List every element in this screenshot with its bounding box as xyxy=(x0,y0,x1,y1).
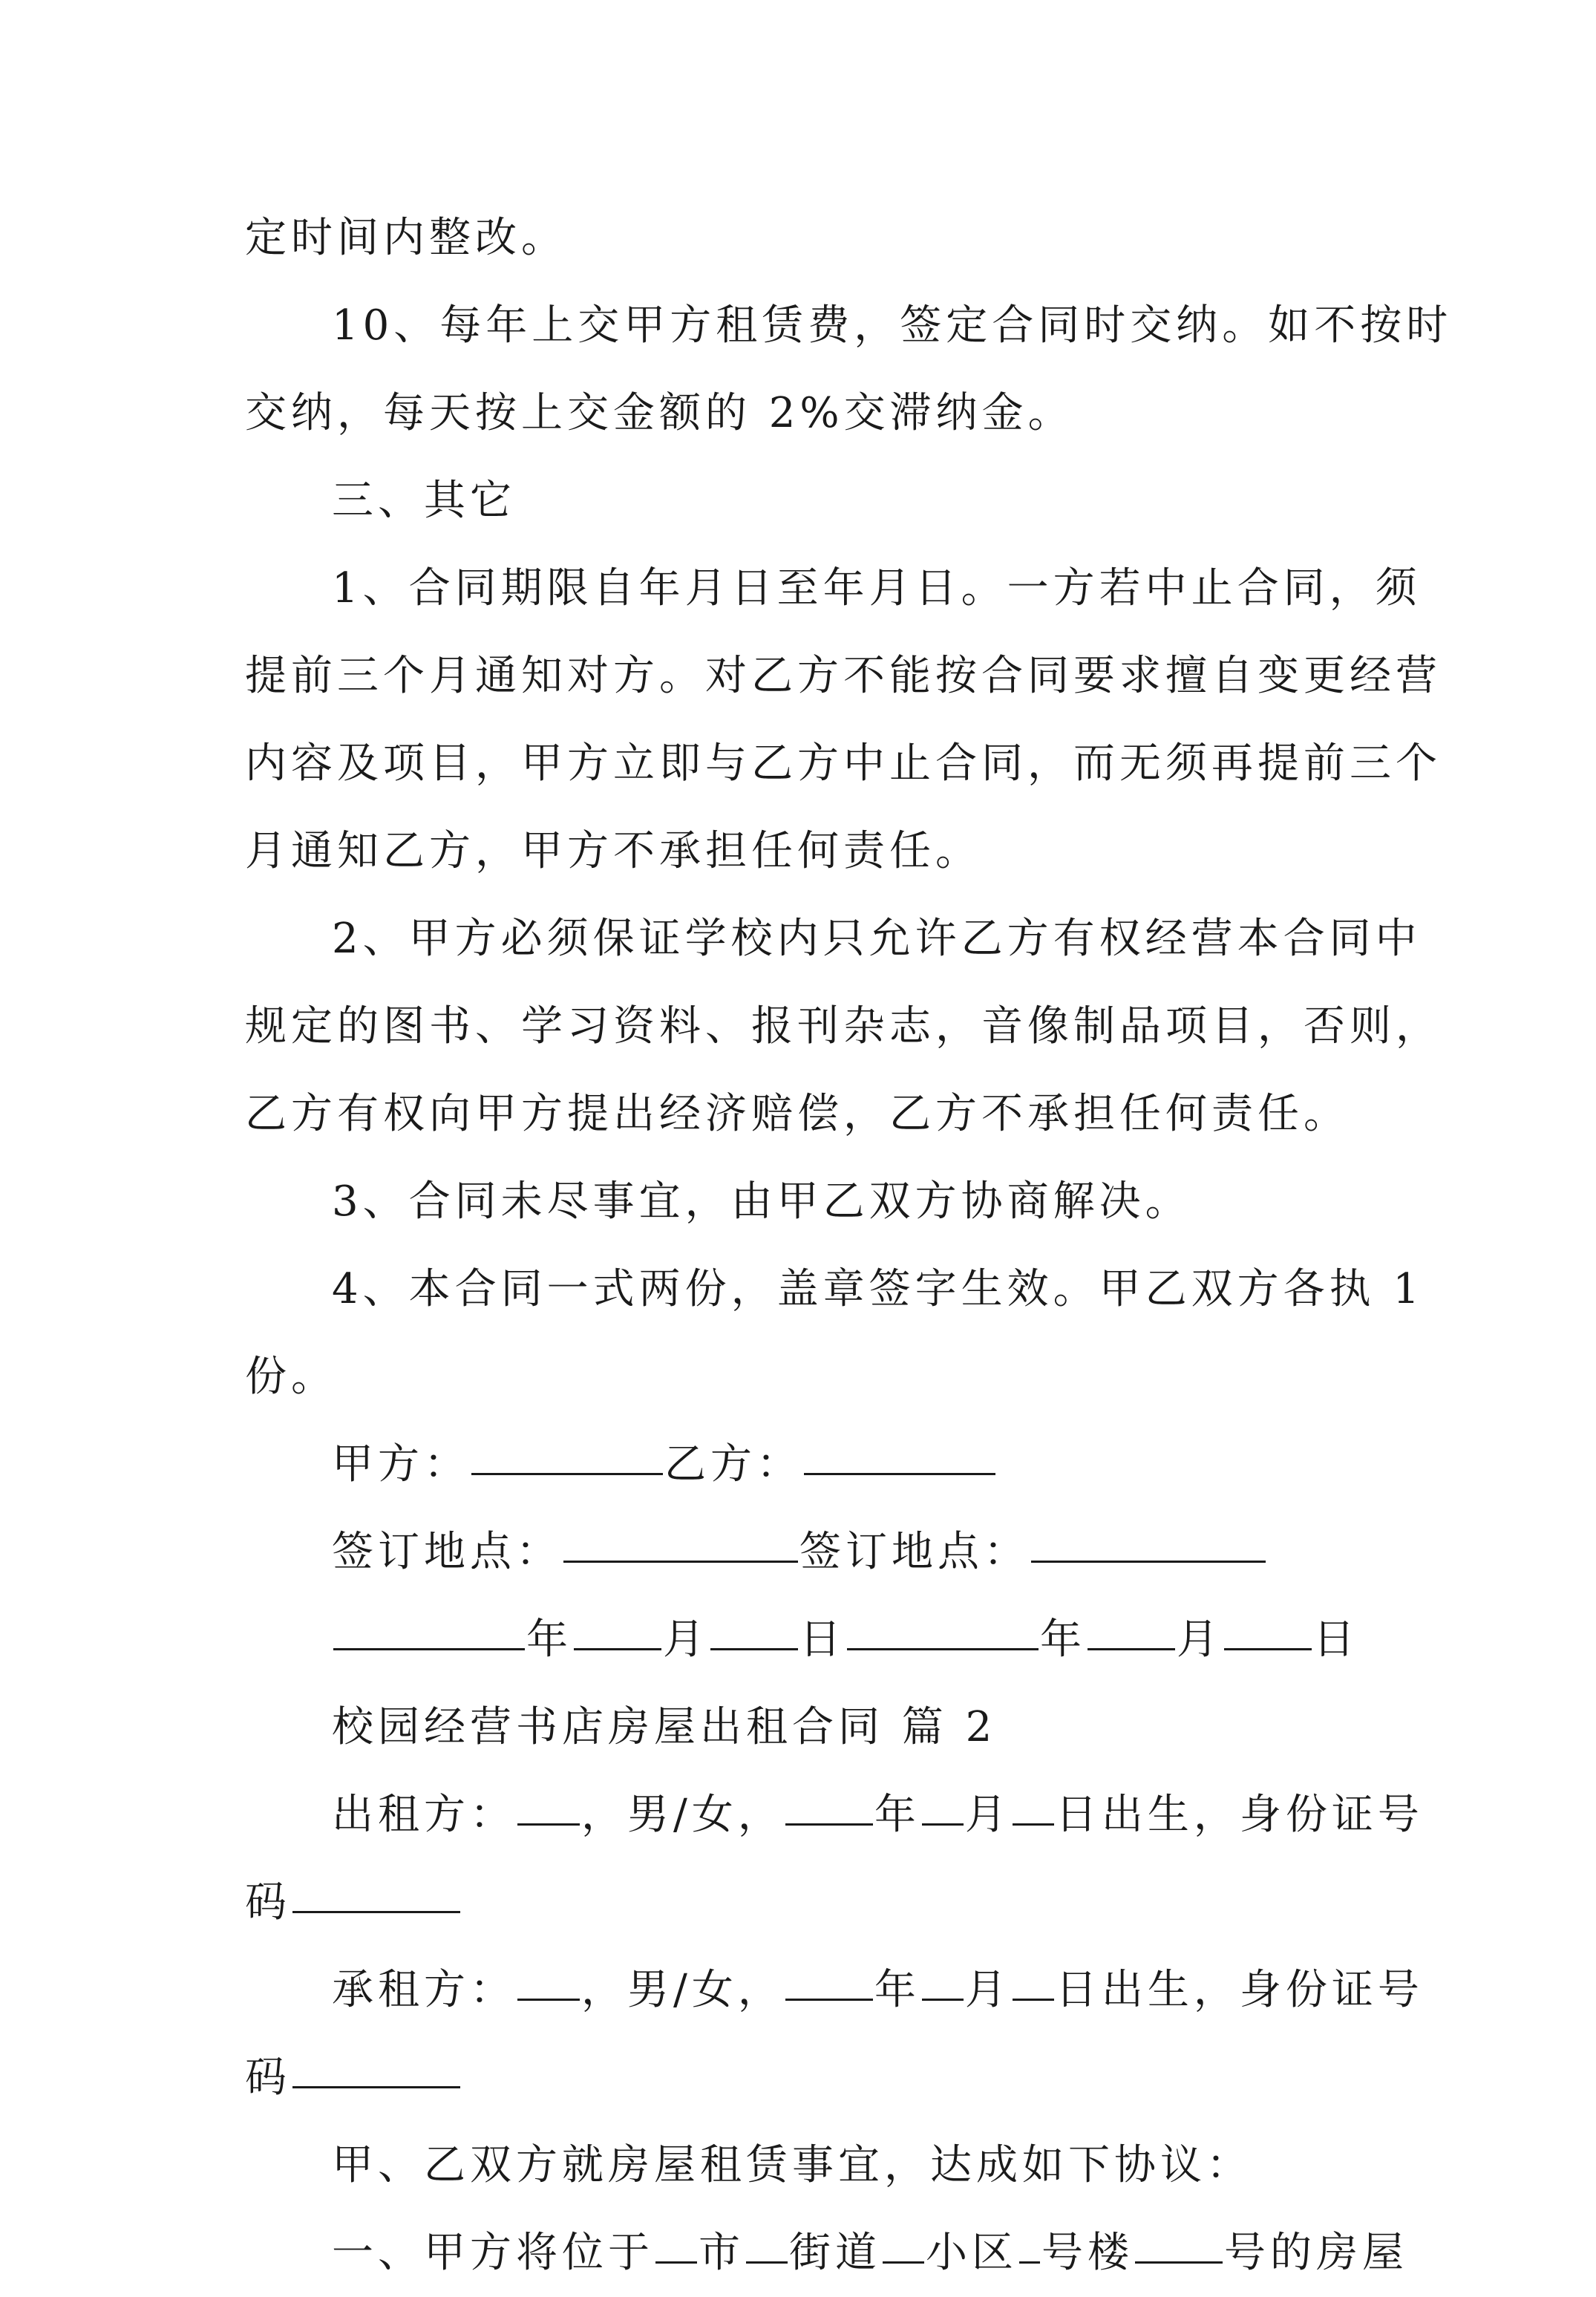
building-label: 号楼 xyxy=(1041,2229,1134,2277)
paragraph-line: 提前三个月通知对方。对乙方不能按合同要求擅自变更经营 xyxy=(245,652,1442,700)
room-label: 号的房屋 xyxy=(1224,2229,1408,2277)
signature-date-line xyxy=(245,1596,1358,1684)
year-label: 年 xyxy=(874,1966,920,2014)
section-heading: 三、其它 xyxy=(332,477,516,525)
room-blank xyxy=(1135,2220,1223,2264)
party-b-label: 乙方： xyxy=(664,1440,802,1489)
party-a-blank xyxy=(471,1431,663,1475)
lessor-name-blank xyxy=(517,1782,580,1826)
section-title: 校园经营书店房屋出租合同 篇 2 xyxy=(332,1703,997,1751)
year-label: 年 xyxy=(874,1791,920,1839)
lessor-day-blank xyxy=(1013,1782,1054,1826)
gender-label: ，男/女， xyxy=(581,1791,784,1839)
place-a-label: 签订地点： xyxy=(332,1528,562,1576)
paragraph-line: 1、合同期限自年月日至年月日。一方若中止合同，须 xyxy=(332,564,1422,612)
paragraph-line: 份。 xyxy=(245,1353,337,1401)
lessee-name-blank xyxy=(517,1957,580,2001)
gender-label: ，男/女， xyxy=(581,1966,784,2014)
id-code-label: 码 xyxy=(245,2053,291,2102)
month-b-blank xyxy=(1088,1607,1175,1650)
paragraph-line: 月通知乙方，甲方不承担任何责任。 xyxy=(245,827,981,875)
month-a-blank xyxy=(574,1607,661,1650)
paragraph-line: 内容及项目，甲方立即与乙方中止合同，而无须再提前三个 xyxy=(245,739,1442,788)
lessee-line xyxy=(245,1947,1424,2034)
birth-id-label: 日出生，身份证号 xyxy=(1055,1966,1424,2014)
lessor-id-line xyxy=(245,1859,1358,1947)
day-label: 日 xyxy=(1313,1615,1359,1664)
day-a-blank xyxy=(710,1607,798,1650)
month-label: 月 xyxy=(964,1791,1011,1839)
paragraph-line: 2、甲方必须保证学校内只允许乙方有权经营本合同中 xyxy=(332,915,1422,963)
paragraph-line: 规定的图书、学习资料、报刊杂志，音像制品项目，否则， xyxy=(245,1002,1442,1051)
signature-place-line xyxy=(245,1509,1358,1596)
place-a-blank xyxy=(563,1519,798,1563)
month-label: 月 xyxy=(1177,1615,1223,1664)
lessee-day-blank xyxy=(1013,1957,1054,2001)
year-b-blank xyxy=(847,1607,1039,1650)
party-b-blank xyxy=(804,1431,995,1475)
month-label: 月 xyxy=(663,1615,709,1664)
street-blank xyxy=(746,2220,788,2264)
lessor-month-blank xyxy=(922,1782,964,1826)
signature-parties-line xyxy=(245,1421,1358,1509)
place-b-label: 签订地点： xyxy=(799,1528,1030,1576)
birth-id-label: 日出生，身份证号 xyxy=(1055,1791,1424,1839)
community-label: 小区 xyxy=(926,2229,1018,2277)
month-label: 月 xyxy=(964,1966,1011,2014)
paragraph-line: 10、每年上交甲方租赁费，签定合同时交纳。如不按时 xyxy=(332,301,1453,350)
year-label: 年 xyxy=(526,1615,572,1664)
paragraph-line: 4、本合同一式两份，盖章签字生效。甲乙双方各执 1 xyxy=(332,1265,1425,1313)
lessor-line xyxy=(245,1771,1424,1859)
lessee-id-blank xyxy=(292,2045,460,2088)
clause-1-line xyxy=(245,2209,1408,2297)
year-a-blank xyxy=(333,1607,525,1650)
building-blank xyxy=(1019,2220,1040,2264)
street-label: 街道 xyxy=(789,2229,881,2277)
party-a-label: 甲方： xyxy=(332,1440,470,1489)
clause-1-prefix: 一、甲方将位于 xyxy=(332,2229,654,2277)
lessee-id-line xyxy=(245,2034,1358,2122)
document-body xyxy=(245,195,1453,2297)
place-b-blank xyxy=(1031,1519,1266,1563)
paragraph-line: 定时间内整改。 xyxy=(245,214,567,262)
paragraph-line: 3、合同未尽事宜，由甲乙双方协商解决。 xyxy=(332,1177,1191,1226)
lessee-label: 承租方： xyxy=(332,1966,516,2014)
city-blank xyxy=(655,2220,697,2264)
city-label: 市 xyxy=(699,2229,745,2277)
id-code-label: 码 xyxy=(245,1878,291,1927)
paragraph-line: 交纳，每天按上交金额的 2%交滞纳金。 xyxy=(245,389,1074,437)
day-b-blank xyxy=(1224,1607,1312,1650)
lessor-label: 出租方： xyxy=(332,1791,516,1839)
paragraph-line: 乙方有权向甲方提出经济赔偿，乙方不承担任何责任。 xyxy=(245,1090,1350,1138)
lessee-year-blank xyxy=(785,1957,873,2001)
year-label: 年 xyxy=(1040,1615,1086,1664)
community-blank xyxy=(883,2220,924,2264)
lessor-year-blank xyxy=(785,1782,873,1826)
agreement-intro: 甲、乙双方就房屋租赁事宜，达成如下协议： xyxy=(332,2141,1252,2189)
lessor-id-blank xyxy=(292,1869,460,1913)
day-label: 日 xyxy=(799,1615,846,1664)
lessee-month-blank xyxy=(922,1957,964,2001)
